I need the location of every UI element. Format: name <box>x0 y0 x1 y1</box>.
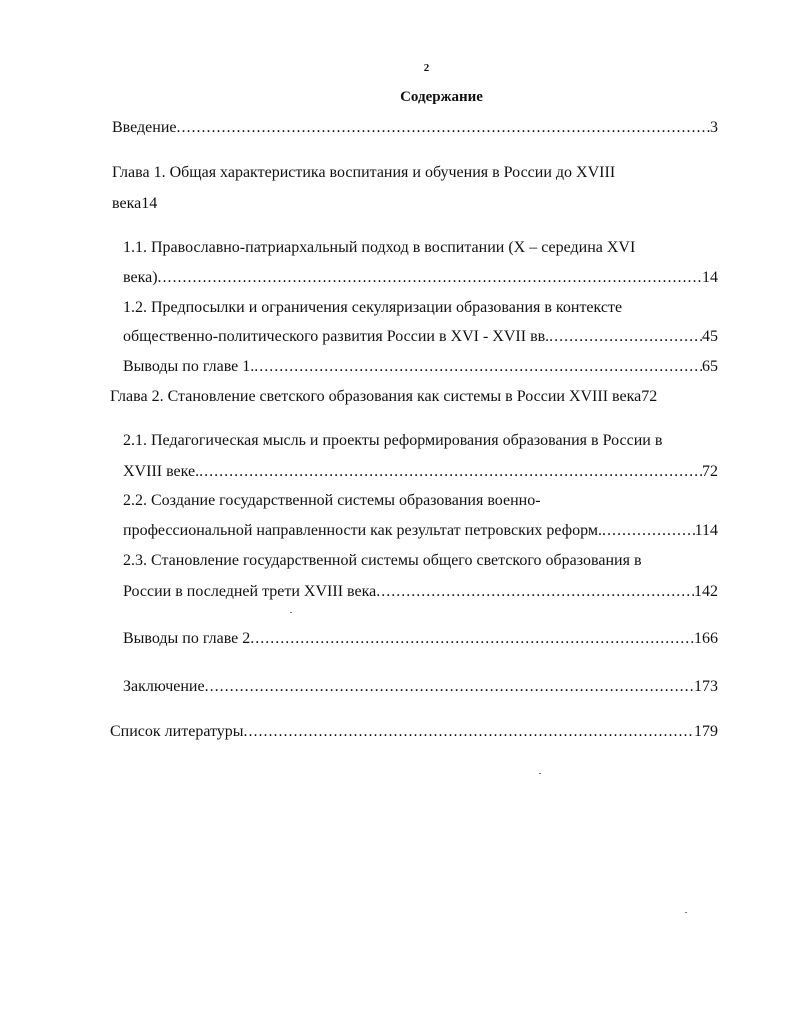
toc-entry-text: века) <box>123 269 158 286</box>
leader-dots <box>177 118 711 138</box>
toc-entry-text: Выводы по главе 1. <box>123 358 255 375</box>
page-number: 2 <box>423 62 430 74</box>
leader-dots <box>199 462 702 482</box>
toc-entry-text: общественно-политического развития России в XVI - XVII вв. <box>123 328 550 345</box>
toc-entry-text: профессиональной направленности как результат петровских реформ. <box>123 522 602 539</box>
toc-section-2-1-line-1: 2.1. Педагогическая мысль и проекты реформирования образования в России в <box>123 432 663 449</box>
page-title: Содержание <box>400 89 483 105</box>
toc-entry-text: Заключение <box>123 678 205 695</box>
toc-page-ref: 166 <box>694 630 718 647</box>
leader-dots <box>244 722 694 742</box>
toc-section-2-3-line-1: 2.3. Становление государственной системы общего светского образования в <box>123 552 642 569</box>
scan-speck <box>685 912 687 913</box>
toc-page-ref: 3 <box>710 119 718 136</box>
leader-dots <box>158 268 702 288</box>
toc-chapter-2: Глава 2. Становление светского образования как системы в России XVIII века72 <box>110 388 658 405</box>
toc-page-ref: 142 <box>694 583 718 600</box>
toc-entry-conclusions-1 <box>123 357 718 377</box>
toc-entry-bibliography <box>110 722 718 742</box>
toc-entry-text: Введение <box>112 119 177 136</box>
toc-entry-text: России в последней трети XVIII века <box>123 583 377 600</box>
toc-section-2-2-line-1: 2.2. Создание государственной системы образования военно- <box>123 492 541 509</box>
toc-entry-text: Выводы по главе 2 <box>123 630 251 647</box>
toc-section-1-2-line-1: 1.2. Предпосылки и ограничения секуляризации образования в контексте <box>123 299 623 316</box>
toc-section-1-1-line-2 <box>123 268 718 288</box>
toc-page-ref: 114 <box>694 522 718 539</box>
toc-page-ref: 179 <box>694 723 718 740</box>
toc-entry-conclusion <box>123 677 718 697</box>
toc-section-2-3-line-2 <box>123 582 718 602</box>
leader-dots <box>254 357 702 377</box>
toc-section-2-1-line-2 <box>123 462 718 482</box>
toc-chapter-1-line-1: Глава 1. Общая характеристика воспитания и обучения в России до XVIII <box>112 164 616 181</box>
toc-entry-text: Список литературы <box>110 723 244 740</box>
toc-page-ref: 14 <box>702 269 718 286</box>
leader-dots <box>205 677 694 697</box>
toc-page-ref: 173 <box>694 678 718 695</box>
toc-page-ref: 45 <box>702 328 718 345</box>
leader-dots <box>602 521 695 541</box>
scan-speck <box>539 773 541 774</box>
scan-speck <box>290 612 292 613</box>
toc-chapter-1-line-2: века14 <box>112 195 158 212</box>
toc-entry-text: XVIII веке. <box>123 463 200 480</box>
toc-section-1-2-line-2 <box>123 327 718 347</box>
toc-entry-intro <box>112 118 718 138</box>
leader-dots <box>376 582 694 602</box>
leader-dots <box>549 327 702 347</box>
toc-page-ref: 65 <box>702 358 718 375</box>
toc-section-2-2-line-2 <box>123 521 718 541</box>
toc-page-ref: 72 <box>702 463 718 480</box>
toc-section-1-1-line-1: 1.1. Православно-патриархальный подход в воспитании (X – середина XVI <box>123 239 636 256</box>
leader-dots <box>250 629 694 649</box>
toc-entry-conclusions-2 <box>123 629 718 649</box>
